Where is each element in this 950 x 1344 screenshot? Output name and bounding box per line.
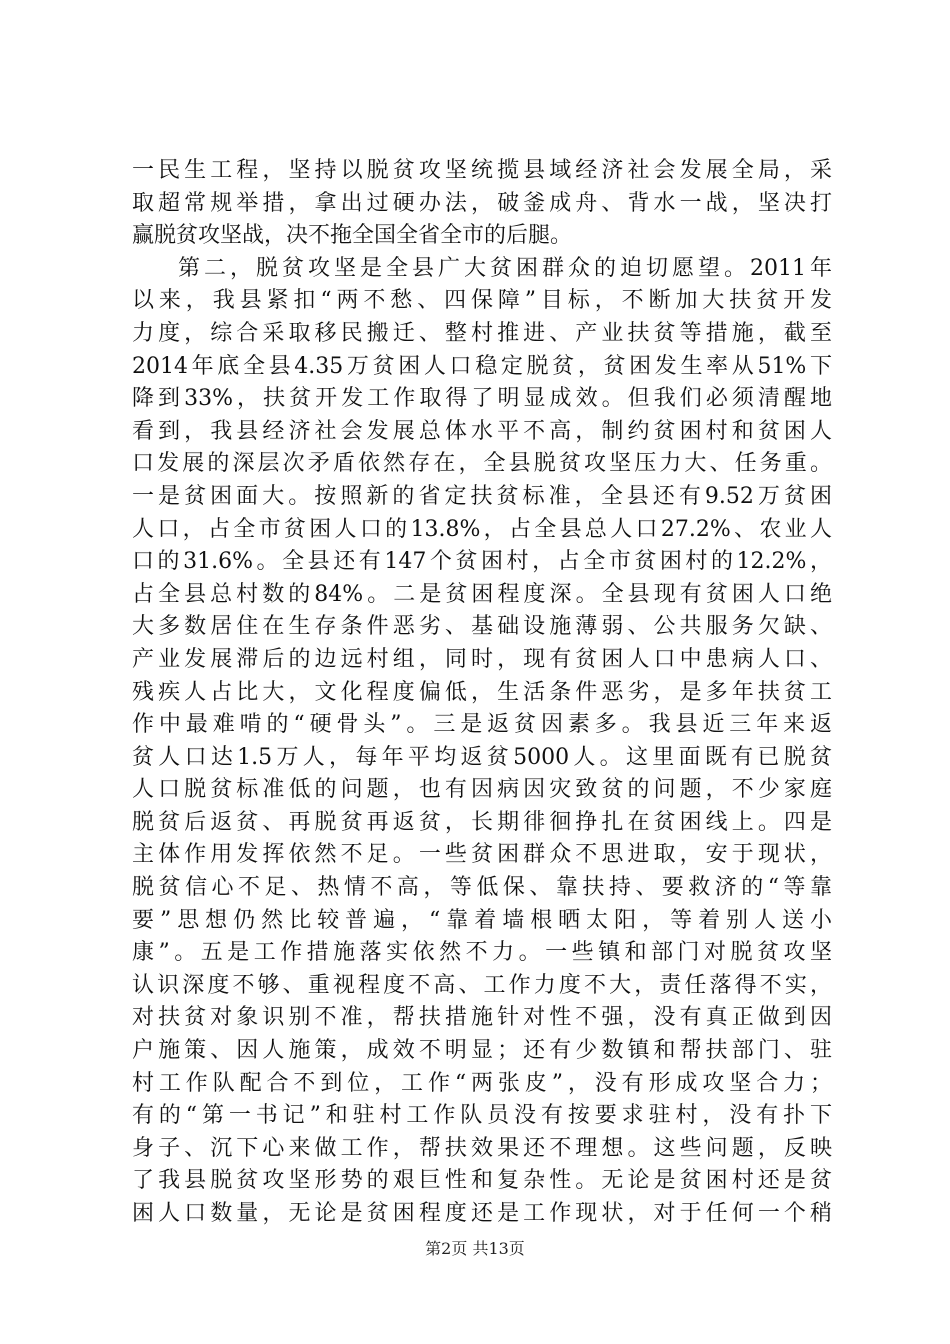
text-line: 占全县总村数的84%。二是贫困程度深。全县现有贫困人口绝 bbox=[132, 581, 832, 607]
text-line: 认识深度不够、重视程度不高、工作力度不大，责任落得不实， bbox=[132, 972, 832, 998]
text-line: 赢脱贫攻坚战，决不拖全国全省全市的后腿。 bbox=[132, 223, 573, 249]
text-line: 人口脱贫标准低的问题，也有因病因灾致贫的问题，不少家庭 bbox=[132, 777, 832, 803]
text-line: 贫人口达1.5万人，每年平均返贫5000人。这里面既有已脱贫 bbox=[132, 744, 832, 770]
text-line: 脱贫信心不足、热情不高，等低保、靠扶持、要救济的“等靠 bbox=[132, 875, 832, 901]
text-line: 脱贫后返贫、再脱贫再返贫，长期徘徊挣扎在贫困线上。四是 bbox=[132, 809, 832, 835]
text-line: 户施策、因人施策，成效不明显；还有少数镇和帮扶部门、驻 bbox=[132, 1038, 832, 1064]
paragraph-first-line: 第二，脱贫攻坚是全县广大贫困群众的迫切愿望。2011年 bbox=[178, 255, 832, 281]
text-line: 要”思想仍然比较普遍，“靠着墙根晒太阳，等着别人送小 bbox=[132, 907, 832, 933]
text-line: 人口，占全市贫困人口的13.8%，占全县总人口27.2%、农业人 bbox=[132, 516, 832, 542]
text-line: 有的“第一书记”和驻村工作队员没有按要求驻村，没有扑下 bbox=[132, 1103, 832, 1129]
text-line: 产业发展滞后的边远村组，同时，现有贫困人口中患病人口、 bbox=[132, 646, 832, 672]
text-line: 作中最难啃的“硬骨头”。三是返贫因素多。我县近三年来返 bbox=[132, 712, 832, 738]
text-line: 取超常规举措，拿出过硬办法，破釜成舟、背水一战，坚决打 bbox=[132, 190, 832, 216]
text-line: 一是贫困面大。按照新的省定扶贫标准，全县还有9.52万贫困 bbox=[132, 483, 832, 509]
text-line: 口的31.6%。全县还有147个贫困村，占全市贫困村的12.2%， bbox=[132, 549, 832, 575]
text-line: 2014年底全县4.35万贫困人口稳定脱贫，贫困发生率从51%下 bbox=[132, 353, 832, 379]
text-line: 看到，我县经济社会发展总体水平不高，制约贫困村和贫困人 bbox=[132, 418, 832, 444]
text-line: 困人口数量，无论是贫困程度还是工作现状，对于任何一个稍 bbox=[132, 1201, 832, 1226]
text-line: 降到33%，扶贫开发工作取得了明显成效。但我们必须清醒地 bbox=[132, 386, 832, 412]
text-line: 口发展的深层次矛盾依然存在，全县脱贫攻坚压力大、任务重。 bbox=[132, 451, 832, 477]
text-line: 主体作用发挥依然不足。一些贫困群众不思进取，安于现状， bbox=[132, 842, 832, 868]
body-text bbox=[132, 155, 832, 1231]
text-line: 以来，我县紧扣“两不愁、四保障”目标，不断加大扶贫开发 bbox=[132, 288, 832, 314]
text-line: 残疾人占比大，文化程度偏低，生活条件恶劣，是多年扶贫工 bbox=[132, 679, 832, 705]
text-line: 身子、沉下心来做工作，帮扶效果还不理想。这些问题，反映 bbox=[132, 1135, 832, 1161]
text-line: 力度，综合采取移民搬迁、整村推进、产业扶贫等措施，截至 bbox=[132, 320, 832, 346]
text-line: 了我县脱贫攻坚形势的艰巨性和复杂性。无论是贫困村还是贫 bbox=[132, 1168, 832, 1194]
text-line: 康”。五是工作措施落实依然不力。一些镇和部门对脱贫攻坚 bbox=[132, 940, 832, 966]
text-line: 大多数居住在生存条件恶劣、基础设施薄弱、公共服务欠缺、 bbox=[132, 614, 832, 640]
text-line: 一民生工程，坚持以脱贫攻坚统揽县域经济社会发展全局，采 bbox=[132, 158, 832, 183]
text-line: 对扶贫对象识别不准，帮扶措施针对性不强，没有真正做到因 bbox=[132, 1005, 832, 1031]
page-number: 第2页 共13页 bbox=[425, 1239, 525, 1258]
text-line: 村工作队配合不到位，工作“两张皮”，没有形成攻坚合力； bbox=[132, 1070, 832, 1096]
